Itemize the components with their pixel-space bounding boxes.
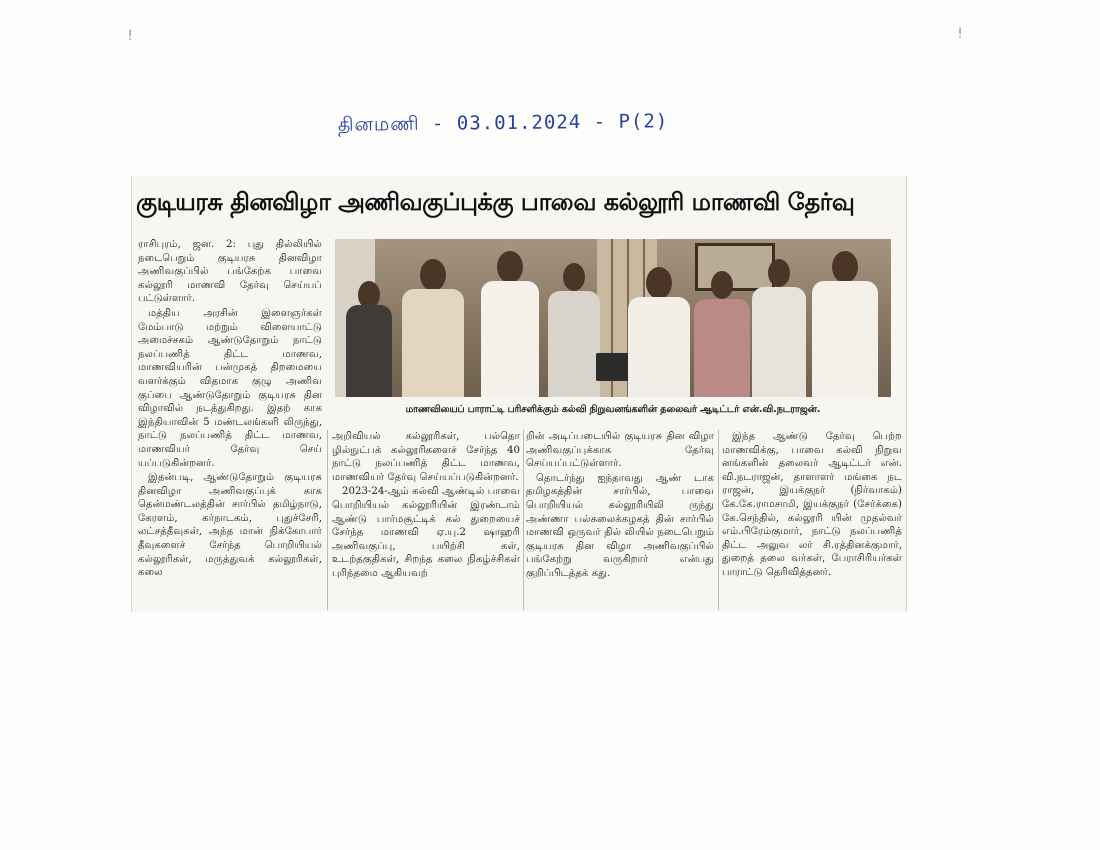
scan-speck-left: ǃ — [128, 28, 133, 44]
column-2-paragraph-2: 2023-24-ஆம் கல்வி ஆண்டில் பாவை பொறியியல் கல்லூரியின் இரண்டாம் ஆண்டு பார்மசூட்டிக் கல் துறையைச் சேர்ந்த மாணவி ஏ.யு.2 ஷாஹரி அணிவகுப்பு, பயிற்சி கள், உடற்தகுதிகள், சிறந்த கலை நிகழ்ச்சிகள் புரிந்தமை ஆகியவற் — [332, 486, 520, 579]
photo-person-3 — [475, 249, 545, 397]
newspaper-clipping — [131, 176, 907, 612]
column-3-paragraph-1: றின் அடிப்படையில் குடியரசு தின விழா அணிவகுப்புக்காக தேர்வு செய்யப்பட்டுள்ளார். — [526, 431, 714, 470]
column-3-paragraph-2: தொடர்ந்து ஐந்தாவது ஆண் டாக தமிழகத்தின் சார்பில், பாவை பொறியியல் கல்லூரியிலி ருந்து அண்ணா பல்கலைக்கழகத் தின் சார்பில் மாணவி ஒருவர் தில் லியில் நடைபெறும் குடியரசு தின விழா அணிவகுப்பில் பங்கேற்று வருகிறார் என்பது குறிப்பிடத்தக் கது. — [526, 472, 714, 579]
article-column-3 — [526, 430, 714, 610]
photo-caption: மாணவியைப் பாராட்டி பரிசளிக்கும் கல்வி நிறுவனங்களின் தலைவர் ஆடிட்டர் என்.வி.நடராஜன். — [405, 404, 821, 415]
column-2-paragraph-1: அறிவியல் கல்லூரிகள், பல்தொ ழில்நுட்பக் கல்லூரிகளைச் சேர்ந்த 40 நாட்டு நலப்பணித் திட்ட மாணவ, மாணவியர் தேர்வு செய்யப்படுகின்றனர். — [332, 431, 520, 483]
photo-person-chairman — [623, 265, 695, 397]
photo-person-8 — [805, 249, 885, 397]
photo-person-1 — [341, 277, 397, 397]
photo-person-2 — [395, 257, 471, 397]
column-4-paragraph-1: இந்த ஆண்டு தேர்வு பெற்ற மாணவிக்கு, பாவை கல்வி நிறுவ னங்களின் தலைவர் ஆடிட்டர் என். வி.நடராஜன், தாளாளர் மங்கை நட ராஜன், இயக்குநர் (நிர்வாகம்) கே.கே.ராமசாமி, இயக்குநர் (சேர்க்கை) கே.செந்தில், கல்லூரி யின் முதல்வர் எம்.பிரேம்குமார், நாட்டு நலப்பணித் திட்ட அலுவ லர் சி.ரத்தினக்குமார், துறைத் தலை வர்கள், பேராசிரியர்கள் பாராட்டு தெரிவித்தனர். — [722, 431, 902, 578]
column-divider — [327, 430, 328, 610]
scan-speck-right: ǃ — [958, 26, 963, 42]
column-1-paragraph-2: மத்திய அரசின் இளைஞர்கள் மேம்பாடு மற்றும் விளையாட்டு அமைச்சகம் ஆண்டுதோறும் நாட்டு நலப்பணித் திட்ட மாணவ, மாணவியரின் பன்முகத் திறமையை வளர்க்கும் விதமாக குழு அணிவ குப்பை ஆண்டுதோறும் குடியரசு தின விழாவில் நடத்துகிறது. இதற் காக இந்தியாவின் 5 மண்டலங்களி லிருந்து, நாட்டு நலப்பணித் திட்ட மாணவ, மாணவியர் தேர்வு செய் யப்படுகின்றனர். — [138, 307, 322, 469]
column-divider — [718, 430, 719, 610]
column-divider — [523, 430, 524, 610]
article-column-2 — [332, 430, 520, 610]
photo-person-6 — [689, 269, 755, 397]
article-column-1 — [138, 238, 322, 608]
article-column-4 — [722, 430, 902, 610]
column-1-paragraph-1: ராசிபுரம், ஜன. 2: புது தில்லியில் நடைபெறும் குடியரசு தினவிழா அணிவகுப்பில் பங்கேற்க பாவை கல்லூரி மாணவி தேர்வு செய்யப் பட்டுள்ளார். — [138, 239, 322, 305]
handwritten-source-note: தினமணி - 03.01.2024 - P(2) — [337, 110, 669, 136]
article-headline: குடியரசு தினவிழா அணிவகுப்புக்கு பாவை கல்லூரி மாணவி தேர்வு — [136, 188, 855, 216]
column-1-paragraph-3: இதன்படி, ஆண்டுதோறும் குடியரசு தினவிழா அணிவகுப்புக் காக தென்மண்டலத்தின் சார்பில் தமிழ்நாடு, கேரளம், கர்நாடகம், புதுச்சேரி, லட்சத்தீவுகள், அந்த மான் நிக்கோபார் தீவுகளைச் சேர்ந்த பொறியியல் கல்லூரிகள், மருத்துவக் கல்லூரிகள், கலை — [138, 472, 322, 579]
news-photo — [335, 239, 891, 397]
photo-person-7 — [747, 257, 811, 397]
